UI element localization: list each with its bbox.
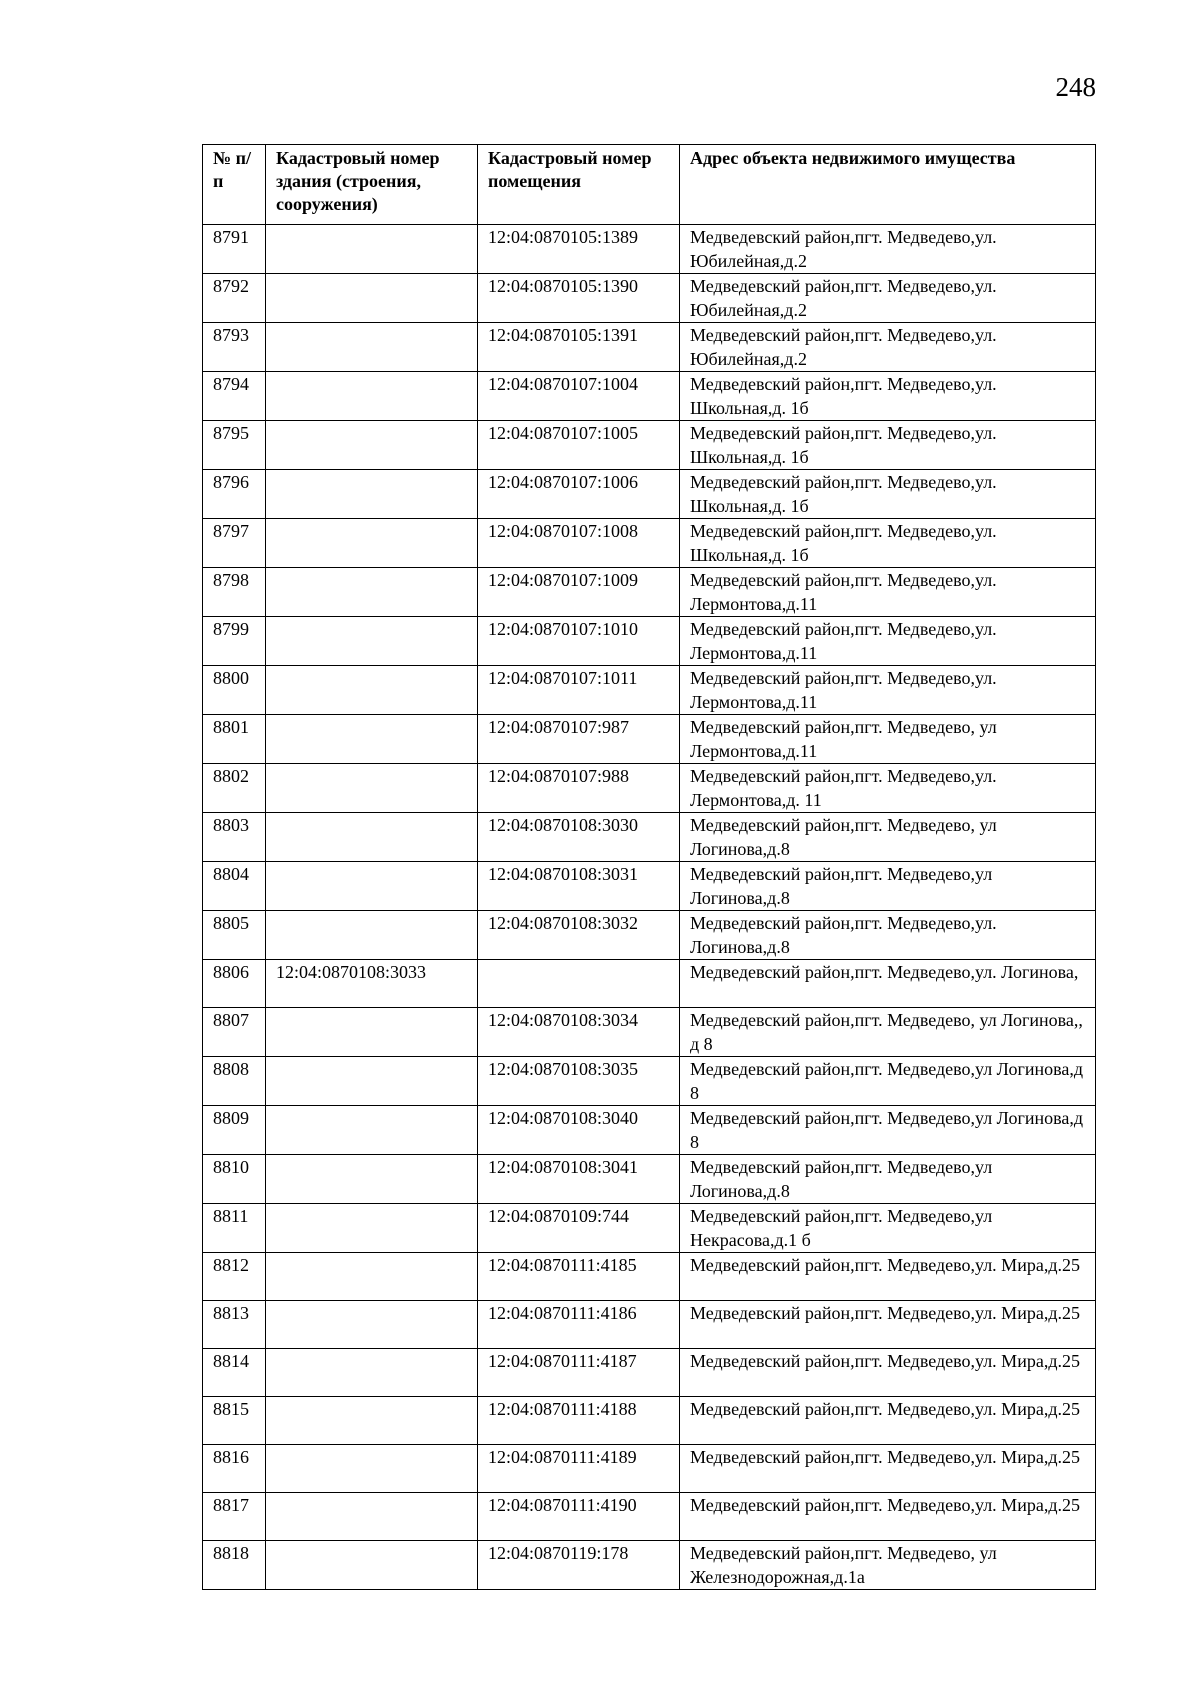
address-cell: Медведевский район,пгт. Медведево,ул. Школьная,д. 1б [680,372,1096,421]
building-cadastral-cell [266,421,478,470]
address-cell: Медведевский район,пгт. Медведево,ул Логинова,д.8 [680,862,1096,911]
premises-cadastral-cell: 12:04:0870107:1009 [478,568,680,617]
table-row [203,1349,1096,1397]
address-cell: Медведевский район,пгт. Медведево,ул Логинова,д 8 [680,1057,1096,1106]
building-cadastral-cell [266,519,478,568]
premises-cadastral-cell: 12:04:0870111:4190 [478,1493,680,1541]
table-row [203,519,1096,568]
building-cadastral-cell [266,1106,478,1155]
table-row [203,1253,1096,1301]
row-number-cell: 8816 [203,1445,266,1493]
table-row [203,421,1096,470]
building-cadastral-cell [266,617,478,666]
table-row [203,1008,1096,1057]
premises-cadastral-cell: 12:04:0870111:4185 [478,1253,680,1301]
address-cell: Медведевский район,пгт. Медведево,ул. Юбилейная,д.2 [680,225,1096,274]
premises-cadastral-cell: 12:04:0870111:4187 [478,1349,680,1397]
row-number-cell: 8811 [203,1204,266,1253]
building-cadastral-cell [266,1253,478,1301]
building-cadastral-cell [266,1204,478,1253]
table-row [203,372,1096,421]
address-cell: Медведевский район,пгт. Медведево,ул. Школьная,д. 1б [680,421,1096,470]
premises-cadastral-cell [478,960,680,1008]
address-cell: Медведевский район,пгт. Медведево,ул. Логинова, [680,960,1096,1008]
row-number-cell: 8813 [203,1301,266,1349]
building-cadastral-cell [266,323,478,372]
address-cell: Медведевский район,пгт. Медведево,ул. Юбилейная,д.2 [680,274,1096,323]
table-row [203,1155,1096,1204]
header-row-number: № п/п [203,145,266,225]
premises-cadastral-cell: 12:04:0870109:744 [478,1204,680,1253]
table-body [203,225,1096,1590]
premises-cadastral-cell: 12:04:0870107:1005 [478,421,680,470]
building-cadastral-cell [266,1057,478,1106]
table-row [203,323,1096,372]
table-row [203,666,1096,715]
row-number-cell: 8800 [203,666,266,715]
premises-cadastral-cell: 12:04:0870108:3040 [478,1106,680,1155]
premises-cadastral-cell: 12:04:0870107:988 [478,764,680,813]
building-cadastral-cell [266,274,478,323]
premises-cadastral-cell: 12:04:0870105:1390 [478,274,680,323]
premises-cadastral-cell: 12:04:0870108:3041 [478,1155,680,1204]
address-cell: Медведевский район,пгт. Медведево, ул Лермонтова,д.11 [680,715,1096,764]
table-row [203,764,1096,813]
table-row [203,1106,1096,1155]
building-cadastral-cell [266,813,478,862]
table-header-row [203,145,1096,225]
row-number-cell: 8798 [203,568,266,617]
row-number-cell: 8812 [203,1253,266,1301]
address-cell: Медведевский район,пгт. Медведево,ул. Школьная,д. 1б [680,470,1096,519]
building-cadastral-cell [266,1008,478,1057]
row-number-cell: 8808 [203,1057,266,1106]
building-cadastral-cell [266,1349,478,1397]
address-cell: Медведевский район,пгт. Медведево,ул. Мира,д.25 [680,1397,1096,1445]
premises-cadastral-cell: 12:04:0870107:1006 [478,470,680,519]
address-cell: Медведевский район,пгт. Медведево,ул. Юбилейная,д.2 [680,323,1096,372]
premises-cadastral-cell: 12:04:0870108:3034 [478,1008,680,1057]
building-cadastral-cell [266,666,478,715]
building-cadastral-cell [266,911,478,960]
header-building-cadastral-number: Кадастровый номер здания (строения, сооружения) [266,145,478,225]
property-registry-table [202,144,1096,1590]
premises-cadastral-cell: 12:04:0870107:1008 [478,519,680,568]
premises-cadastral-cell: 12:04:0870111:4186 [478,1301,680,1349]
premises-cadastral-cell: 12:04:0870107:1011 [478,666,680,715]
building-cadastral-cell [266,1301,478,1349]
table-row [203,960,1096,1008]
premises-cadastral-cell: 12:04:0870108:3035 [478,1057,680,1106]
row-number-cell: 8818 [203,1541,266,1590]
row-number-cell: 8795 [203,421,266,470]
row-number-cell: 8814 [203,1349,266,1397]
address-cell: Медведевский район,пгт. Медведево,ул. Школьная,д. 1б [680,519,1096,568]
address-cell: Медведевский район,пгт. Медведево,ул. Мира,д.25 [680,1349,1096,1397]
table-row [203,911,1096,960]
table-row [203,715,1096,764]
building-cadastral-cell [266,1155,478,1204]
address-cell: Медведевский район,пгт. Медведево,ул. Мира,д.25 [680,1493,1096,1541]
header-address: Адрес объекта недвижимого имущества [680,145,1096,225]
building-cadastral-cell [266,1397,478,1445]
building-cadastral-cell [266,372,478,421]
page-number: 248 [1055,72,1096,102]
address-cell: Медведевский район,пгт. Медведево,ул Логинова,д 8 [680,1106,1096,1155]
building-cadastral-cell [266,1541,478,1590]
row-number-cell: 8807 [203,1008,266,1057]
table-row [203,813,1096,862]
row-number-cell: 8797 [203,519,266,568]
table-row [203,225,1096,274]
building-cadastral-cell [266,1445,478,1493]
table-row [203,470,1096,519]
premises-cadastral-cell: 12:04:0870119:178 [478,1541,680,1590]
table-row [203,1397,1096,1445]
table-row [203,862,1096,911]
address-cell: Медведевский район,пгт. Медведево,ул Некрасова,д.1 б [680,1204,1096,1253]
table-row [203,1445,1096,1493]
row-number-cell: 8803 [203,813,266,862]
address-cell: Медведевский район,пгт. Медведево,ул. Логинова,д.8 [680,911,1096,960]
row-number-cell: 8805 [203,911,266,960]
row-number-cell: 8817 [203,1493,266,1541]
row-number-cell: 8796 [203,470,266,519]
building-cadastral-cell [266,568,478,617]
header-premises-cadastral-number: Кадастровый номер помещения [478,145,680,225]
address-cell: Медведевский район,пгт. Медведево,ул. Мира,д.25 [680,1445,1096,1493]
table-row [203,1057,1096,1106]
building-cadastral-cell [266,470,478,519]
table-row [203,274,1096,323]
address-cell: Медведевский район,пгт. Медведево, ул Железнодорожная,д.1а [680,1541,1096,1590]
building-cadastral-cell [266,225,478,274]
table-row [203,1541,1096,1590]
row-number-cell: 8799 [203,617,266,666]
table-row [203,568,1096,617]
row-number-cell: 8815 [203,1397,266,1445]
building-cadastral-cell [266,715,478,764]
row-number-cell: 8801 [203,715,266,764]
address-cell: Медведевский район,пгт. Медведево,ул Логинова,д.8 [680,1155,1096,1204]
row-number-cell: 8806 [203,960,266,1008]
row-number-cell: 8794 [203,372,266,421]
building-cadastral-cell [266,1493,478,1541]
address-cell: Медведевский район,пгт. Медведево,ул. Лермонтова,д. 11 [680,764,1096,813]
address-cell: Медведевский район,пгт. Медведево, ул Логинова,д.8 [680,813,1096,862]
row-number-cell: 8802 [203,764,266,813]
row-number-cell: 8810 [203,1155,266,1204]
premises-cadastral-cell: 12:04:0870107:987 [478,715,680,764]
table-row [203,1204,1096,1253]
premises-cadastral-cell: 12:04:0870105:1391 [478,323,680,372]
row-number-cell: 8793 [203,323,266,372]
table-row [203,1493,1096,1541]
address-cell: Медведевский район,пгт. Медведево, ул Логинова,, д 8 [680,1008,1096,1057]
premises-cadastral-cell: 12:04:0870108:3030 [478,813,680,862]
premises-cadastral-cell: 12:04:0870108:3032 [478,911,680,960]
address-cell: Медведевский район,пгт. Медведево,ул. Мира,д.25 [680,1301,1096,1349]
building-cadastral-cell: 12:04:0870108:3033 [266,960,478,1008]
premises-cadastral-cell: 12:04:0870111:4188 [478,1397,680,1445]
address-cell: Медведевский район,пгт. Медведево,ул. Мира,д.25 [680,1253,1096,1301]
row-number-cell: 8804 [203,862,266,911]
premises-cadastral-cell: 12:04:0870107:1010 [478,617,680,666]
address-cell: Медведевский район,пгт. Медведево,ул. Лермонтова,д.11 [680,617,1096,666]
building-cadastral-cell [266,764,478,813]
row-number-cell: 8791 [203,225,266,274]
table-row [203,617,1096,666]
address-cell: Медведевский район,пгт. Медведево,ул. Лермонтова,д.11 [680,568,1096,617]
premises-cadastral-cell: 12:04:0870108:3031 [478,862,680,911]
premises-cadastral-cell: 12:04:0870105:1389 [478,225,680,274]
row-number-cell: 8809 [203,1106,266,1155]
address-cell: Медведевский район,пгт. Медведево,ул. Лермонтова,д.11 [680,666,1096,715]
row-number-cell: 8792 [203,274,266,323]
premises-cadastral-cell: 12:04:0870107:1004 [478,372,680,421]
building-cadastral-cell [266,862,478,911]
premises-cadastral-cell: 12:04:0870111:4189 [478,1445,680,1493]
table-row [203,1301,1096,1349]
